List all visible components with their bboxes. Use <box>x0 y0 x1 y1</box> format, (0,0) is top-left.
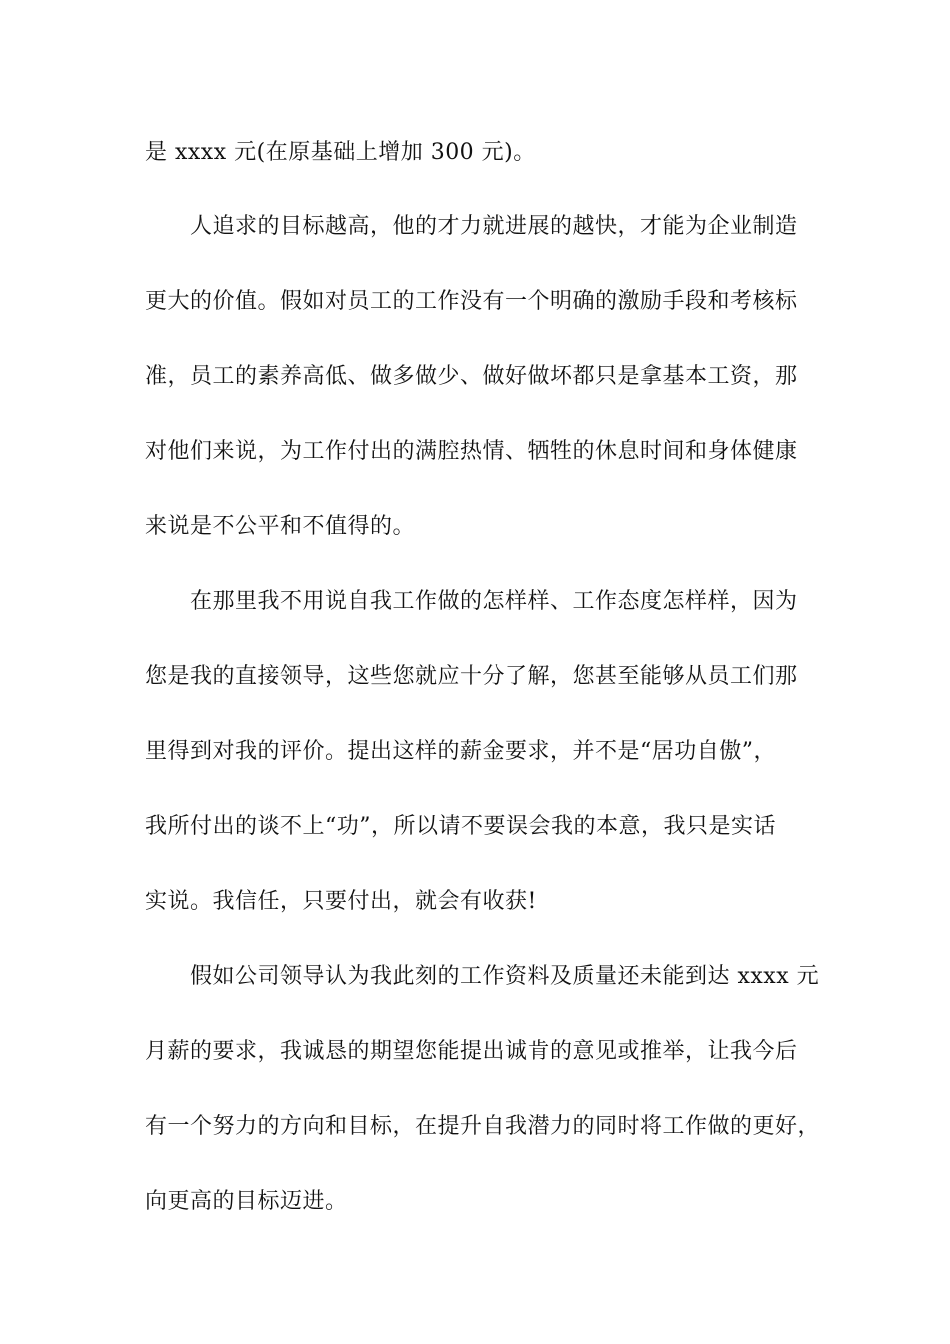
paragraph-first-line: 假如公司领导认为我此刻的工作资料及质量还未能到达 xxxx 元 <box>190 964 820 989</box>
text-line: 向更高的目标迈进。 <box>145 1189 348 1214</box>
text-line: 里得到对我的评价。提出这样的薪金要求，并不是“居功自傲”， <box>145 739 776 764</box>
text-line: 来说是不公平和不值得的。 <box>145 514 416 539</box>
text-line: 您是我的直接领导，这些您就应十分了解，您甚至能够从员工们那 <box>145 664 798 689</box>
text-line: 我所付出的谈不上“功”，所以请不要误会我的本意，我只是实话 <box>145 814 776 839</box>
text-line: 更大的价值。假如对员工的工作没有一个明确的激励手段和考核标 <box>145 289 798 314</box>
text-line: 是 xxxx 元(在原基础上增加 300 元)。 <box>145 140 536 165</box>
text-line: 准，员工的素养高低、做多做少、做好做坏都只是拿基本工资，那 <box>145 364 798 389</box>
text-line: 有一个努力的方向和目标，在提升自我潜力的同时将工作做的更好， <box>145 1114 821 1139</box>
text-line: 实说。我信任，只要付出，就会有收获! <box>145 889 537 914</box>
text-line: 对他们来说，为工作付出的满腔热情、牺牲的休息时间和身体健康 <box>145 439 798 464</box>
paragraph-first-line: 在那里我不用说自我工作做的怎样样、工作态度怎样样，因为 <box>190 589 798 614</box>
paragraph-first-line: 人追求的目标越高，他的才力就进展的越快，才能为企业制造 <box>190 214 798 239</box>
text-line: 月薪的要求，我诚恳的期望您能提出诚肯的意见或推举，让我今后 <box>145 1039 798 1064</box>
